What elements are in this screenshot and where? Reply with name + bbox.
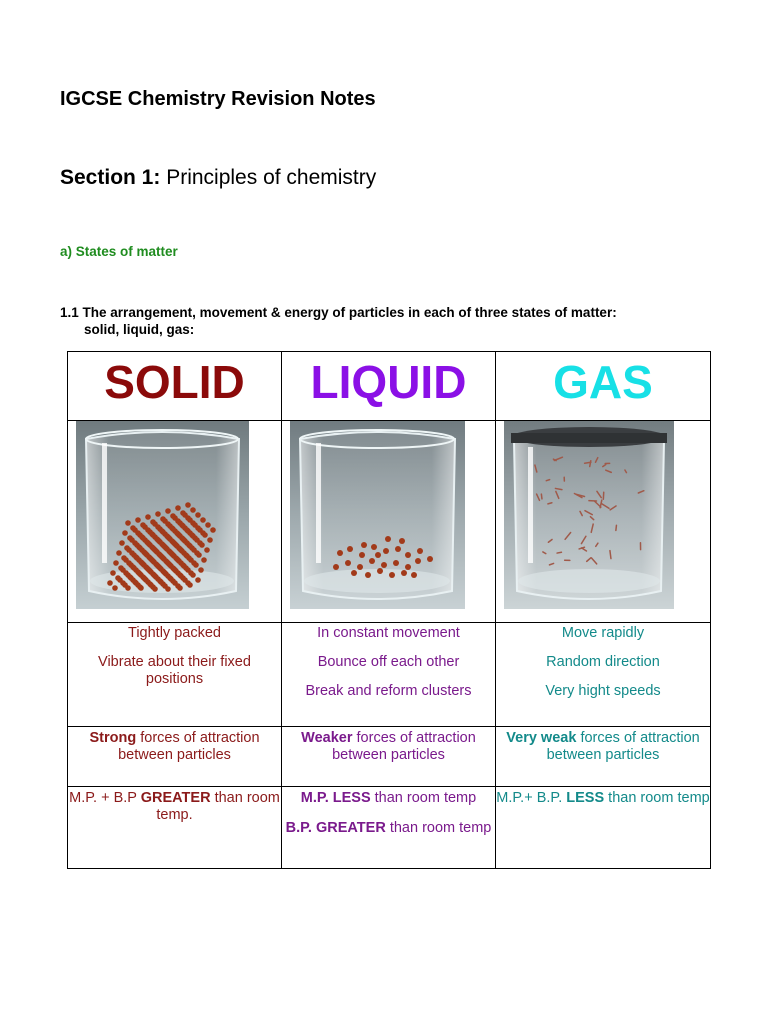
subheading-states-of-matter: a) States of matter [60,244,178,259]
liquid-behaviour-2: Bounce off each other [317,654,460,670]
image-cell-solid [68,421,282,623]
solid-points-pre: M.P. + B.P [69,790,141,806]
solid-behaviour-2: Vibrate about their fixed positions [98,654,251,687]
states-of-matter-table [67,351,711,869]
table-row-headers [68,352,711,421]
gas-points-strong: LESS [566,790,605,806]
header-cell-solid [68,352,282,421]
forces-cell-gas [496,727,711,787]
forces-cell-liquid [282,727,496,787]
behaviour-cell-liquid [282,623,496,727]
gas-header: GAS [553,356,653,408]
section-heading [60,166,376,190]
solid-force-strength: Strong [89,730,137,746]
points-cell-gas [496,787,711,869]
behaviour-cell-solid [68,623,282,727]
gas-force-text: forces of attraction between particles [546,730,700,763]
solid-behaviour-1: Tightly packed [128,625,221,641]
liquid-behaviour-3: Break and reform clusters [305,683,472,699]
points-cell-solid [68,787,282,869]
beaker-liquid-particles-image [290,421,465,609]
table-row-behaviour [68,623,711,727]
section-label: Section 1: [60,166,161,189]
point-number: 1.1 [60,305,79,320]
beaker-solid-lattice-image [76,421,249,609]
beaker-gas-particles-image [504,421,674,609]
liquid-header: LIQUID [310,356,467,408]
gas-force-strength: Very weak [506,730,577,746]
gas-behaviour-3: Very hight speeds [545,683,661,699]
liquid-mp-strong: M.P. LESS [300,790,371,806]
table-row-forces [68,727,711,787]
point-1-1 [60,304,720,338]
liquid-bp-strong: B.P. GREATER [285,820,386,836]
liquid-mp-post: than room temp [370,790,477,806]
forces-cell-solid [68,727,282,787]
solid-header: SOLID [104,356,245,408]
point-line-1: The arrangement, movement & energy of particles in each of three states of matter: [82,305,617,320]
point-line-2: solid, liquid, gas: [84,322,195,337]
section-name: Principles of chemistry [166,166,377,189]
gas-points-post: than room temp [604,790,710,806]
header-cell-gas [496,352,711,421]
points-cell-liquid [282,787,496,869]
table-row-melting-boiling [68,787,711,869]
liquid-bp-post: than room temp [385,820,492,836]
image-cell-gas [496,421,711,623]
liquid-force-strength: Weaker [301,730,353,746]
solid-force-text: forces of attraction between particles [118,730,260,763]
behaviour-cell-gas [496,623,711,727]
solid-points-strong: GREATER [140,790,211,806]
gas-behaviour-1: Move rapidly [561,625,645,641]
solid-points-post: than room temp. [156,790,280,823]
liquid-force-text: forces of attraction between particles [332,730,476,763]
table-row-images [68,421,711,623]
gas-points-pre: M.P.+ B.P. [496,790,567,806]
gas-behaviour-2: Random direction [546,654,660,670]
image-cell-liquid [282,421,496,623]
document-title: IGCSE Chemistry Revision Notes [60,88,376,110]
liquid-behaviour-1: In constant movement [317,625,460,641]
header-cell-liquid [282,352,496,421]
